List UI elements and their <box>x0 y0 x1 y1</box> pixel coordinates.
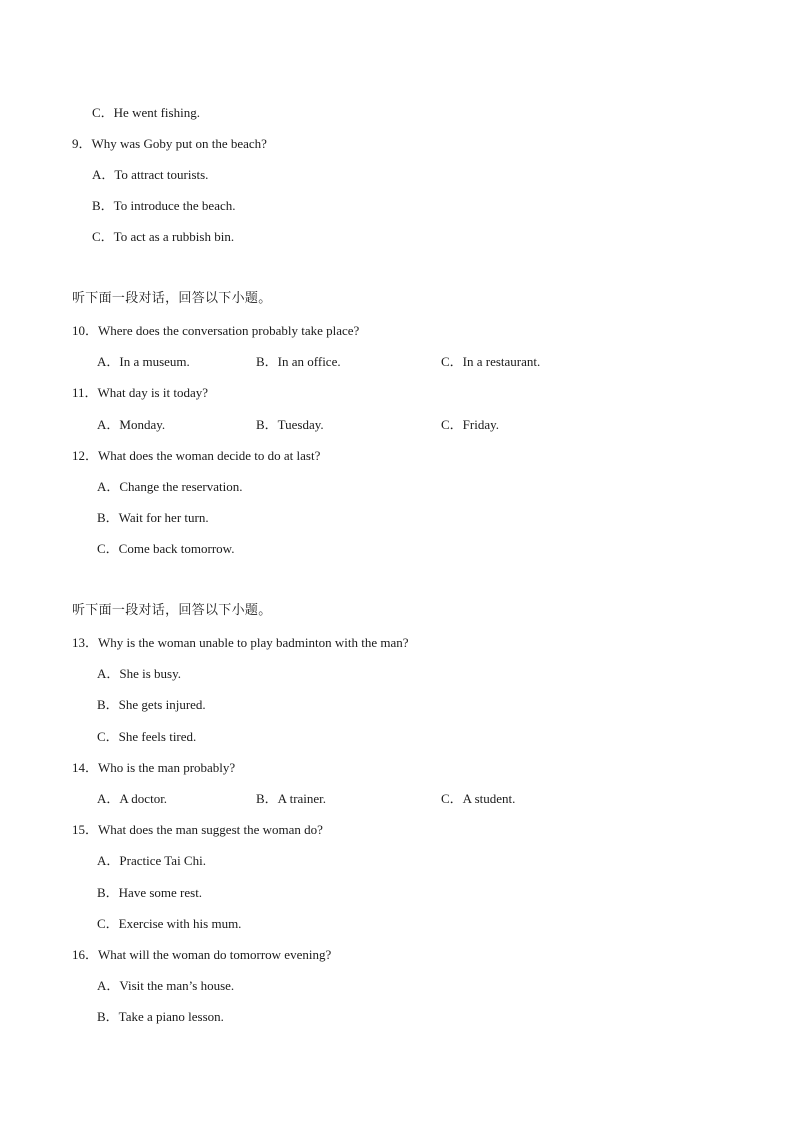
q13-option-a: A．She is busy. <box>97 666 182 681</box>
q12-option-b: B．Wait for her turn. <box>97 510 209 525</box>
q15-option-c: C．Exercise with his mum. <box>97 916 242 931</box>
section-instruction: 听下面一段对话，回答以下小题。 <box>72 291 272 306</box>
q12-option-c: C．Come back tomorrow. <box>97 541 235 556</box>
q11-question: 11．What day is it today? <box>72 385 208 400</box>
q14-option-b: B．A trainer. <box>256 791 327 806</box>
q14-option-a: A．A doctor. <box>97 791 168 806</box>
q15-question: 15．What does the man suggest the woman do? <box>72 822 323 837</box>
q9-option-a: A．To attract tourists. <box>92 167 209 182</box>
q14-question: 14．Who is the man probably? <box>72 760 236 775</box>
q12-question: 12．What does the woman decide to do at last? <box>72 448 321 463</box>
q10-option-b: B．In an office. <box>256 354 341 369</box>
q10-question: 10．Where does the conversation probably take place? <box>72 323 360 338</box>
q15-option-b: B．Have some rest. <box>97 885 203 900</box>
q16-option-a: A．Visit the man’s house. <box>97 978 235 993</box>
q11-option-b: B．Tuesday. <box>256 417 324 432</box>
q11-option-c: C．Friday. <box>441 417 500 432</box>
q8-option-c: C．He went fishing. <box>92 105 200 120</box>
q14-option-c: C．A student. <box>441 791 516 806</box>
q9-option-b: B．To introduce the beach. <box>92 198 236 213</box>
q13-option-c: C．She feels tired. <box>97 729 197 744</box>
q9-question: 9．Why was Goby put on the beach? <box>72 136 267 151</box>
q9-option-c: C．To act as a rubbish bin. <box>92 229 235 244</box>
q16-question: 16．What will the woman do tomorrow evening? <box>72 947 332 962</box>
q10-option-c: C．In a restaurant. <box>441 354 541 369</box>
q16-option-b: B．Take a piano lesson. <box>97 1009 224 1024</box>
q15-option-a: A．Practice Tai Chi. <box>97 853 206 868</box>
q12-option-a: A．Change the reservation. <box>97 479 243 494</box>
q10-option-a: A．In a museum. <box>97 354 190 369</box>
section-instruction: 听下面一段对话，回答以下小题。 <box>72 603 272 618</box>
q11-option-a: A．Monday. <box>97 417 166 432</box>
q13-option-b: B．She gets injured. <box>97 697 206 712</box>
q13-question: 13．Why is the woman unable to play badminton with the man? <box>72 635 409 650</box>
